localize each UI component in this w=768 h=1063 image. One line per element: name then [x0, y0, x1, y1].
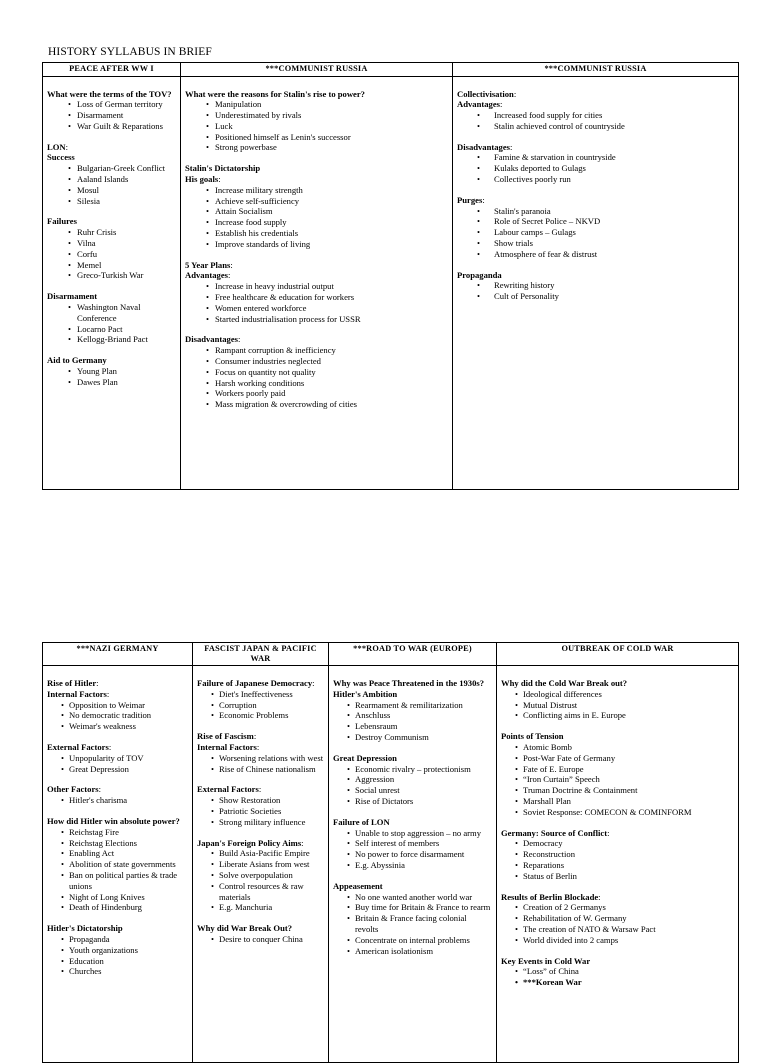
list-item: • Memel: [47, 260, 176, 271]
list-item: • Locarno Pact: [47, 324, 176, 335]
list-item: • Disarmament: [47, 110, 176, 121]
sub-heading: His goals: [185, 174, 219, 185]
section-heading: Why did War Break Out?: [197, 923, 293, 934]
list-item: • Economic Problems: [197, 710, 324, 721]
sub-heading: Success: [47, 152, 75, 163]
section-heading: Disadvantages: [457, 141, 511, 152]
list-item: • No power to force disarmament: [333, 849, 492, 860]
section-heading: Disadvantages: [185, 334, 239, 345]
list-item: • The creation of NATO & Warsaw Pact: [501, 924, 734, 935]
list-item: • Luck: [185, 121, 448, 132]
list-item: • Truman Doctrine & Containment: [501, 785, 734, 796]
section-heading: Appeasement: [333, 880, 383, 891]
list-item: • Loss of German territory: [47, 99, 176, 110]
list-item: • Hitler's charisma: [47, 795, 188, 806]
list-item: • Lebensraum: [333, 721, 492, 732]
list-item: • Rehabilitation of W. Germany: [501, 913, 734, 924]
list-item: • Enabling Act: [47, 848, 188, 859]
sub-heading: Hitler's Ambition: [333, 688, 398, 699]
list-item: • E.g. Manchuria: [197, 902, 324, 913]
list-item: • Buy time for Britain & France to rearm: [333, 902, 492, 913]
section-heading: Stalin's Dictatorship: [185, 163, 261, 174]
list-item: • Build Asia-Pacific Empire: [197, 848, 324, 859]
list-item: • Soviet Response: COMECON & COMINFORM: [501, 807, 734, 818]
section-heading: Rise of Hitler: [47, 678, 97, 688]
list-item: • Self interest of members: [333, 838, 492, 849]
section-heading: Key Events in Cold War: [501, 955, 591, 966]
list-item: • Conflicting aims in E. Europe: [501, 710, 734, 721]
list-item: • Atomic Bomb: [501, 742, 734, 753]
section-heading: Aid to Germany: [47, 355, 107, 366]
list-item: • Reichstag Elections: [47, 838, 188, 849]
column-header-peace-after-wwi: PEACE AFTER WW I: [43, 63, 181, 77]
list-item: • Fate of E. Europe: [501, 764, 734, 775]
list-item: • Rearmament & remilitarization: [333, 700, 492, 711]
sub-heading: Internal Factors: [197, 741, 257, 752]
list-item: • Greco-Turkish War: [47, 270, 176, 281]
list-item: • Concentrate on internal problems: [333, 935, 492, 946]
section-heading: Hitler's Dictatorship: [47, 923, 123, 934]
section-heading: Purges: [457, 194, 483, 205]
sub-heading: Internal Factors: [47, 688, 107, 699]
list-item: • No one wanted another world war: [333, 892, 492, 903]
section-heading: Collectivisation: [457, 88, 514, 99]
list-item: • Desire to conquer China: [197, 934, 324, 945]
list-item: • Consumer industries neglected: [185, 356, 448, 367]
cold-war-cell: Why did the Cold War Break out? • Ideological differences • Mutual Distrust • Conflicting aims in E. Europe Points of Tension • Atomic Bomb • Post-War Fate of Germany • Fate of E. Europe • “Iron Curtain” Speech • Truman Doctrine & Containment • Marshall Plan • Soviet Response: COMECON & COMINFORM Germany: Source of Conflict: • Democracy • Reconstruction • Reparations • Status of Berlin Results of Berlin Blockade: • Creation of 2 Germanys • Rehabilitation of W. Germany • The creation of NATO & Warsaw Pact • World divided into 2 camps Key Events in Cold War • “Loss” of China • ***Korean War: [497, 666, 739, 1063]
list-item: • Harsh working conditions: [185, 378, 448, 389]
list-item: • Silesia: [47, 196, 176, 207]
list-item: • Opposition to Weimar: [47, 700, 188, 711]
list-item: • Free healthcare & education for workers: [185, 292, 448, 303]
section-heading: What were the terms of the TOV?: [47, 88, 172, 99]
list-item: • Weimar's weakness: [47, 721, 188, 732]
list-item: • Show trials: [457, 238, 734, 249]
column-header-communist-russia-1: ***COMMUNIST RUSSIA: [181, 63, 453, 77]
list-item: • “Loss” of China: [501, 966, 734, 977]
list-item: • Ban on political parties & trade unions: [47, 870, 188, 892]
list-item: • Unpopularity of TOV: [47, 753, 188, 764]
syllabus-table-2: [42, 642, 739, 1063]
list-item: • Atmosphere of fear & distrust: [457, 249, 734, 260]
list-item: • Rise of Chinese nationalism: [197, 764, 324, 775]
list-item: • Patriotic Societies: [197, 806, 324, 817]
list-item: • Achieve self-sufficiency: [185, 196, 448, 207]
nazi-germany-cell: Rise of Hitler: Internal Factors: • Opposition to Weimar • No democratic tradition • Weimar's weakness External Factors: • Unpopularity of TOV • Great Depression Other Factors: • Hitler's charisma How did Hitler win absolute power? • Reichstag Fire • Reichstag Elections • Enabling Act • Abolition of state governments • Ban on political parties & trade unions • Night of Long Knives • Death of Hindenburg Hitler's Dictatorship • Propaganda • Youth organizations • Education • Churches: [43, 666, 193, 1063]
list-item: • Marshall Plan: [501, 796, 734, 807]
section-heading: Results of Berlin Blockade: [501, 891, 599, 902]
list-item: • Positioned himself as Lenin's successor: [185, 132, 448, 143]
list-item: • Kulaks deported to Gulags: [457, 163, 734, 174]
list-item: • Social unrest: [333, 785, 492, 796]
list-item: • Great Depression: [47, 764, 188, 775]
section-heading: External Factors: [197, 784, 259, 795]
list-item: • Underestimated by rivals: [185, 110, 448, 121]
list-item: • Economic rivalry – protectionism: [333, 764, 492, 775]
section-heading: Failures: [47, 216, 77, 227]
list-item: • Night of Long Knives: [47, 892, 188, 903]
list-item: • Solve overpopulation: [197, 870, 324, 881]
syllabus-table-1: [42, 62, 739, 490]
list-item: • Women entered workforce: [185, 303, 448, 314]
list-item: • Corruption: [197, 700, 324, 711]
list-item: • Famine & starvation in countryside: [457, 152, 734, 163]
list-item: • Establish his credentials: [185, 228, 448, 239]
list-item: • Churches: [47, 966, 188, 977]
section-heading: Rise of Fascism: [197, 731, 254, 742]
list-item: • Post-War Fate of Germany: [501, 753, 734, 764]
list-item: • Rampant corruption & inefficiency: [185, 345, 448, 356]
sub-heading: Advantages: [457, 99, 500, 110]
section-heading: Failure of LON: [333, 816, 390, 827]
list-item: • Kellogg-Briand Pact: [47, 334, 176, 345]
list-item: • Reparations: [501, 860, 734, 871]
list-item: • Destroy Communism: [333, 732, 492, 743]
communist-russia-cell-2: Collectivisation: Advantages: • Increased food supply for cities • Stalin achieved control of countryside Disadvantages: • Famine & starvation in countryside • Kulaks deported to Gulags • Collectives poorly run Purges: • Stalin's paranoia • Role of Secret Police – NKVD • Labour camps – Gulags • Show trials • Atmosphere of fear & distrust Propaganda • Rewriting history • Cult of Personality: [453, 76, 739, 489]
list-item: • Control resources & raw materials: [197, 881, 324, 903]
list-item: • Propaganda: [47, 934, 188, 945]
list-item: • Mass migration & overcrowding of cities: [185, 399, 448, 410]
list-item: • Workers poorly paid: [185, 388, 448, 399]
list-item: • Rise of Dictators: [333, 796, 492, 807]
list-item: • Improve standards of living: [185, 239, 448, 250]
list-item: • Liberate Asians from west: [197, 859, 324, 870]
document-title: HISTORY SYLLABUS IN BRIEF: [48, 46, 212, 58]
list-item: • Cult of Personality: [457, 291, 734, 302]
section-heading: Japan's Foreign Policy Aims: [197, 837, 302, 848]
list-item: • Vilna: [47, 238, 176, 249]
list-item: • Aggression: [333, 774, 492, 785]
column-header-nazi-germany: ***NAZI GERMANY: [43, 643, 193, 666]
list-item: • Labour camps – Gulags: [457, 227, 734, 238]
list-item: • Young Plan: [47, 366, 176, 377]
list-item: • Bulgarian-Greek Conflict: [47, 163, 176, 174]
section-heading: Why did the Cold War Break out?: [501, 678, 628, 688]
road-to-war-cell: [329, 666, 497, 1063]
list-item: • Stalin's paranoia: [457, 206, 734, 217]
list-item: • Abolition of state governments: [47, 859, 188, 870]
section-heading: 5 Year Plans: [185, 259, 231, 270]
list-item: • Diet's Ineffectiveness: [197, 689, 324, 700]
list-item: • “Iron Curtain” Speech: [501, 774, 734, 785]
list-item: • Worsening relations with west: [197, 753, 324, 764]
list-item: • Washington Naval Conference: [47, 302, 176, 324]
list-item: • Increase in heavy industrial output: [185, 281, 448, 292]
list-item: • Strong powerbase: [185, 142, 448, 153]
list-item: • Creation of 2 Germanys: [501, 902, 734, 913]
list-item: • Mutual Distrust: [501, 700, 734, 711]
list-item: • Reichstag Fire: [47, 827, 188, 838]
list-item: • Death of Hindenburg: [47, 902, 188, 913]
list-item: • Started industrialisation process for USSR: [185, 314, 448, 325]
list-item: • American isolationism: [333, 946, 492, 957]
list-item: • Increase food supply: [185, 217, 448, 228]
communist-russia-cell-1: What were the reasons for Stalin's rise to power? • Manipulation • Underestimated by rivals • Luck • Positioned himself as Lenin's successor • Strong powerbase Stalin's Dictatorship His goals: • Increase military strength • Achieve self-sufficiency • Attain Socialism • Increase food supply • Establish his credentials • Improve standards of living 5 Year Plans: Advantages: • Increase in heavy industrial output • Free healthcare & education for workers • Women entered workforce • Started industrialisation process for USSR Disadvantages: • Rampant corruption & inefficiency • Consumer industries neglected • Focus on quantity not quality • Harsh working conditions • Workers poorly paid • Mass migration & overcrowding of cities: [181, 76, 453, 489]
list-item: • Reconstruction: [501, 849, 734, 860]
list-item: • Unable to stop aggression – no army: [333, 828, 492, 839]
list-item: • Strong military influence: [197, 817, 324, 828]
list-item: • Collectives poorly run: [457, 174, 734, 185]
list-item: • Corfu: [47, 249, 176, 260]
list-item: • World divided into 2 camps: [501, 935, 734, 946]
section-heading: Points of Tension: [501, 731, 564, 742]
list-item: • Increased food supply for cities: [457, 110, 734, 121]
column-header-cold-war: OUTBREAK OF COLD WAR: [497, 643, 739, 666]
section-heading: External Factors: [47, 741, 109, 752]
sub-heading: Advantages: [185, 270, 228, 281]
column-header-communist-russia-2: ***COMMUNIST RUSSIA: [453, 63, 739, 77]
list-item: • Attain Socialism: [185, 206, 448, 217]
fascist-japan-cell: Failure of Japanese Democracy: • Diet's Ineffectiveness • Corruption • Economic Problems Rise of Fascism: Internal Factors: • Worsening relations with west • Rise of Chinese nationalism External Factors: • Show Restoration • Patriotic Societies • Strong military influence Japan's Foreign Policy Aims: • Build Asia-Pacific Empire • Liberate Asians from west • Solve overpopulation • Control resources & raw materials • E.g. Manchuria Why did War Break Out? • Desire to conquer China: [193, 666, 329, 1063]
peace-after-wwi-cell: What were the terms of the TOV? • Loss of German territory • Disarmament • War Guilt & Reparations LON: Success • Bulgarian-Greek Conflict • Aaland Islands • Mosul • Silesia Failures • Ruhr Crisis • Vilna • Corfu • Memel • Greco-Turkish War Disarmament • Washington Naval Conference • Locarno Pact • Kellogg-Briand Pact Aid to Germany • Young Plan • Dawes Plan: [43, 76, 181, 489]
section-heading: Germany: Source of Conflict: [501, 827, 608, 838]
list-item: • Show Restoration: [197, 795, 324, 806]
section-heading: Disarmament: [47, 291, 98, 302]
list-item: • Focus on quantity not quality: [185, 367, 448, 378]
section-heading: Propaganda: [457, 269, 502, 280]
list-item: • No democratic tradition: [47, 710, 188, 721]
section-heading: Great Depression: [333, 752, 397, 763]
list-item: • Rewriting history: [457, 280, 734, 291]
list-item: • Britain & France facing colonial revolts: [333, 913, 492, 935]
list-item: • Education: [47, 956, 188, 967]
list-item: • ***Korean War: [501, 977, 734, 988]
list-item: • Stalin achieved control of countryside: [457, 121, 734, 132]
section-heading: How did Hitler win absolute power?: [47, 815, 180, 826]
list-item: • Role of Secret Police – NKVD: [457, 216, 734, 227]
section-heading: Failure of Japanese Democracy: [197, 678, 313, 688]
list-item: • Dawes Plan: [47, 377, 176, 388]
section-heading: LON: [47, 141, 66, 152]
list-item: • Democracy: [501, 838, 734, 849]
list-item: • Status of Berlin: [501, 871, 734, 882]
list-item: • Anschluss: [333, 710, 492, 721]
list-item: • Ruhr Crisis: [47, 227, 176, 238]
list-item: • Manipulation: [185, 99, 448, 110]
list-item: • Mosul: [47, 185, 176, 196]
list-item: • Increase military strength: [185, 185, 448, 196]
list-item: • Youth organizations: [47, 945, 188, 956]
list-item: • E.g. Abyssinia: [333, 860, 492, 871]
list-item: • Aaland Islands: [47, 174, 176, 185]
section-heading: What were the reasons for Stalin's rise to power?: [185, 88, 365, 99]
list-item: • Ideological differences: [501, 689, 734, 700]
list-item: • War Guilt & Reparations: [47, 121, 176, 132]
section-heading: Why was Peace Threatened in the 1930s?: [333, 678, 485, 688]
section-heading: Other Factors: [47, 784, 99, 795]
column-header-fascist-japan: FASCIST JAPAN & PACIFIC WAR: [193, 643, 329, 666]
column-header-road-to-war: ***ROAD TO WAR (EUROPE): [329, 643, 497, 666]
